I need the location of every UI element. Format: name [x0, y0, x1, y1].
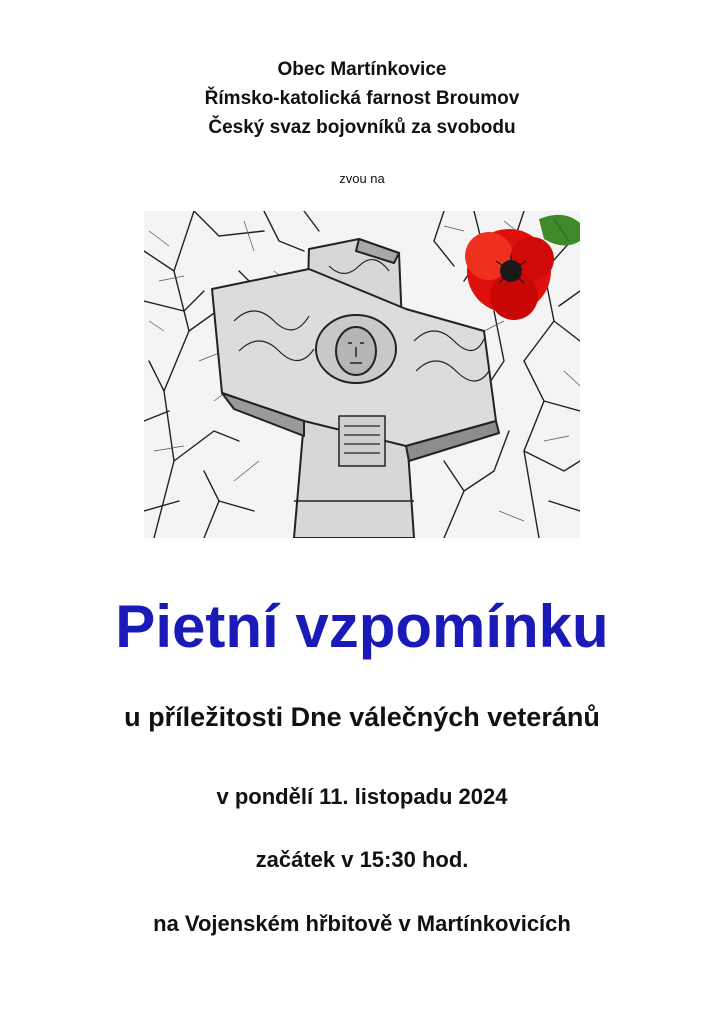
start-time-line: začátek v 15:30 hod.	[255, 847, 469, 872]
invite-text: zvou na	[339, 171, 385, 186]
place-line: na Vojenském hřbitově v Martínkovicích	[153, 911, 571, 936]
organizer-municipality: Obec Martínkovice	[277, 59, 447, 80]
headline: Pietní vzpomínku	[115, 593, 609, 660]
date-line: v pondělí 11. listopadu 2024	[216, 784, 508, 809]
occasion-line: u příležitosti Dne válečných veteránů	[124, 702, 600, 732]
organizer-parish: Římsko-katolická farnost Broumov	[204, 88, 520, 109]
memorial-photo	[144, 211, 580, 538]
organizer-veterans-union: Český svaz bojovníků za svobodu	[208, 117, 516, 138]
